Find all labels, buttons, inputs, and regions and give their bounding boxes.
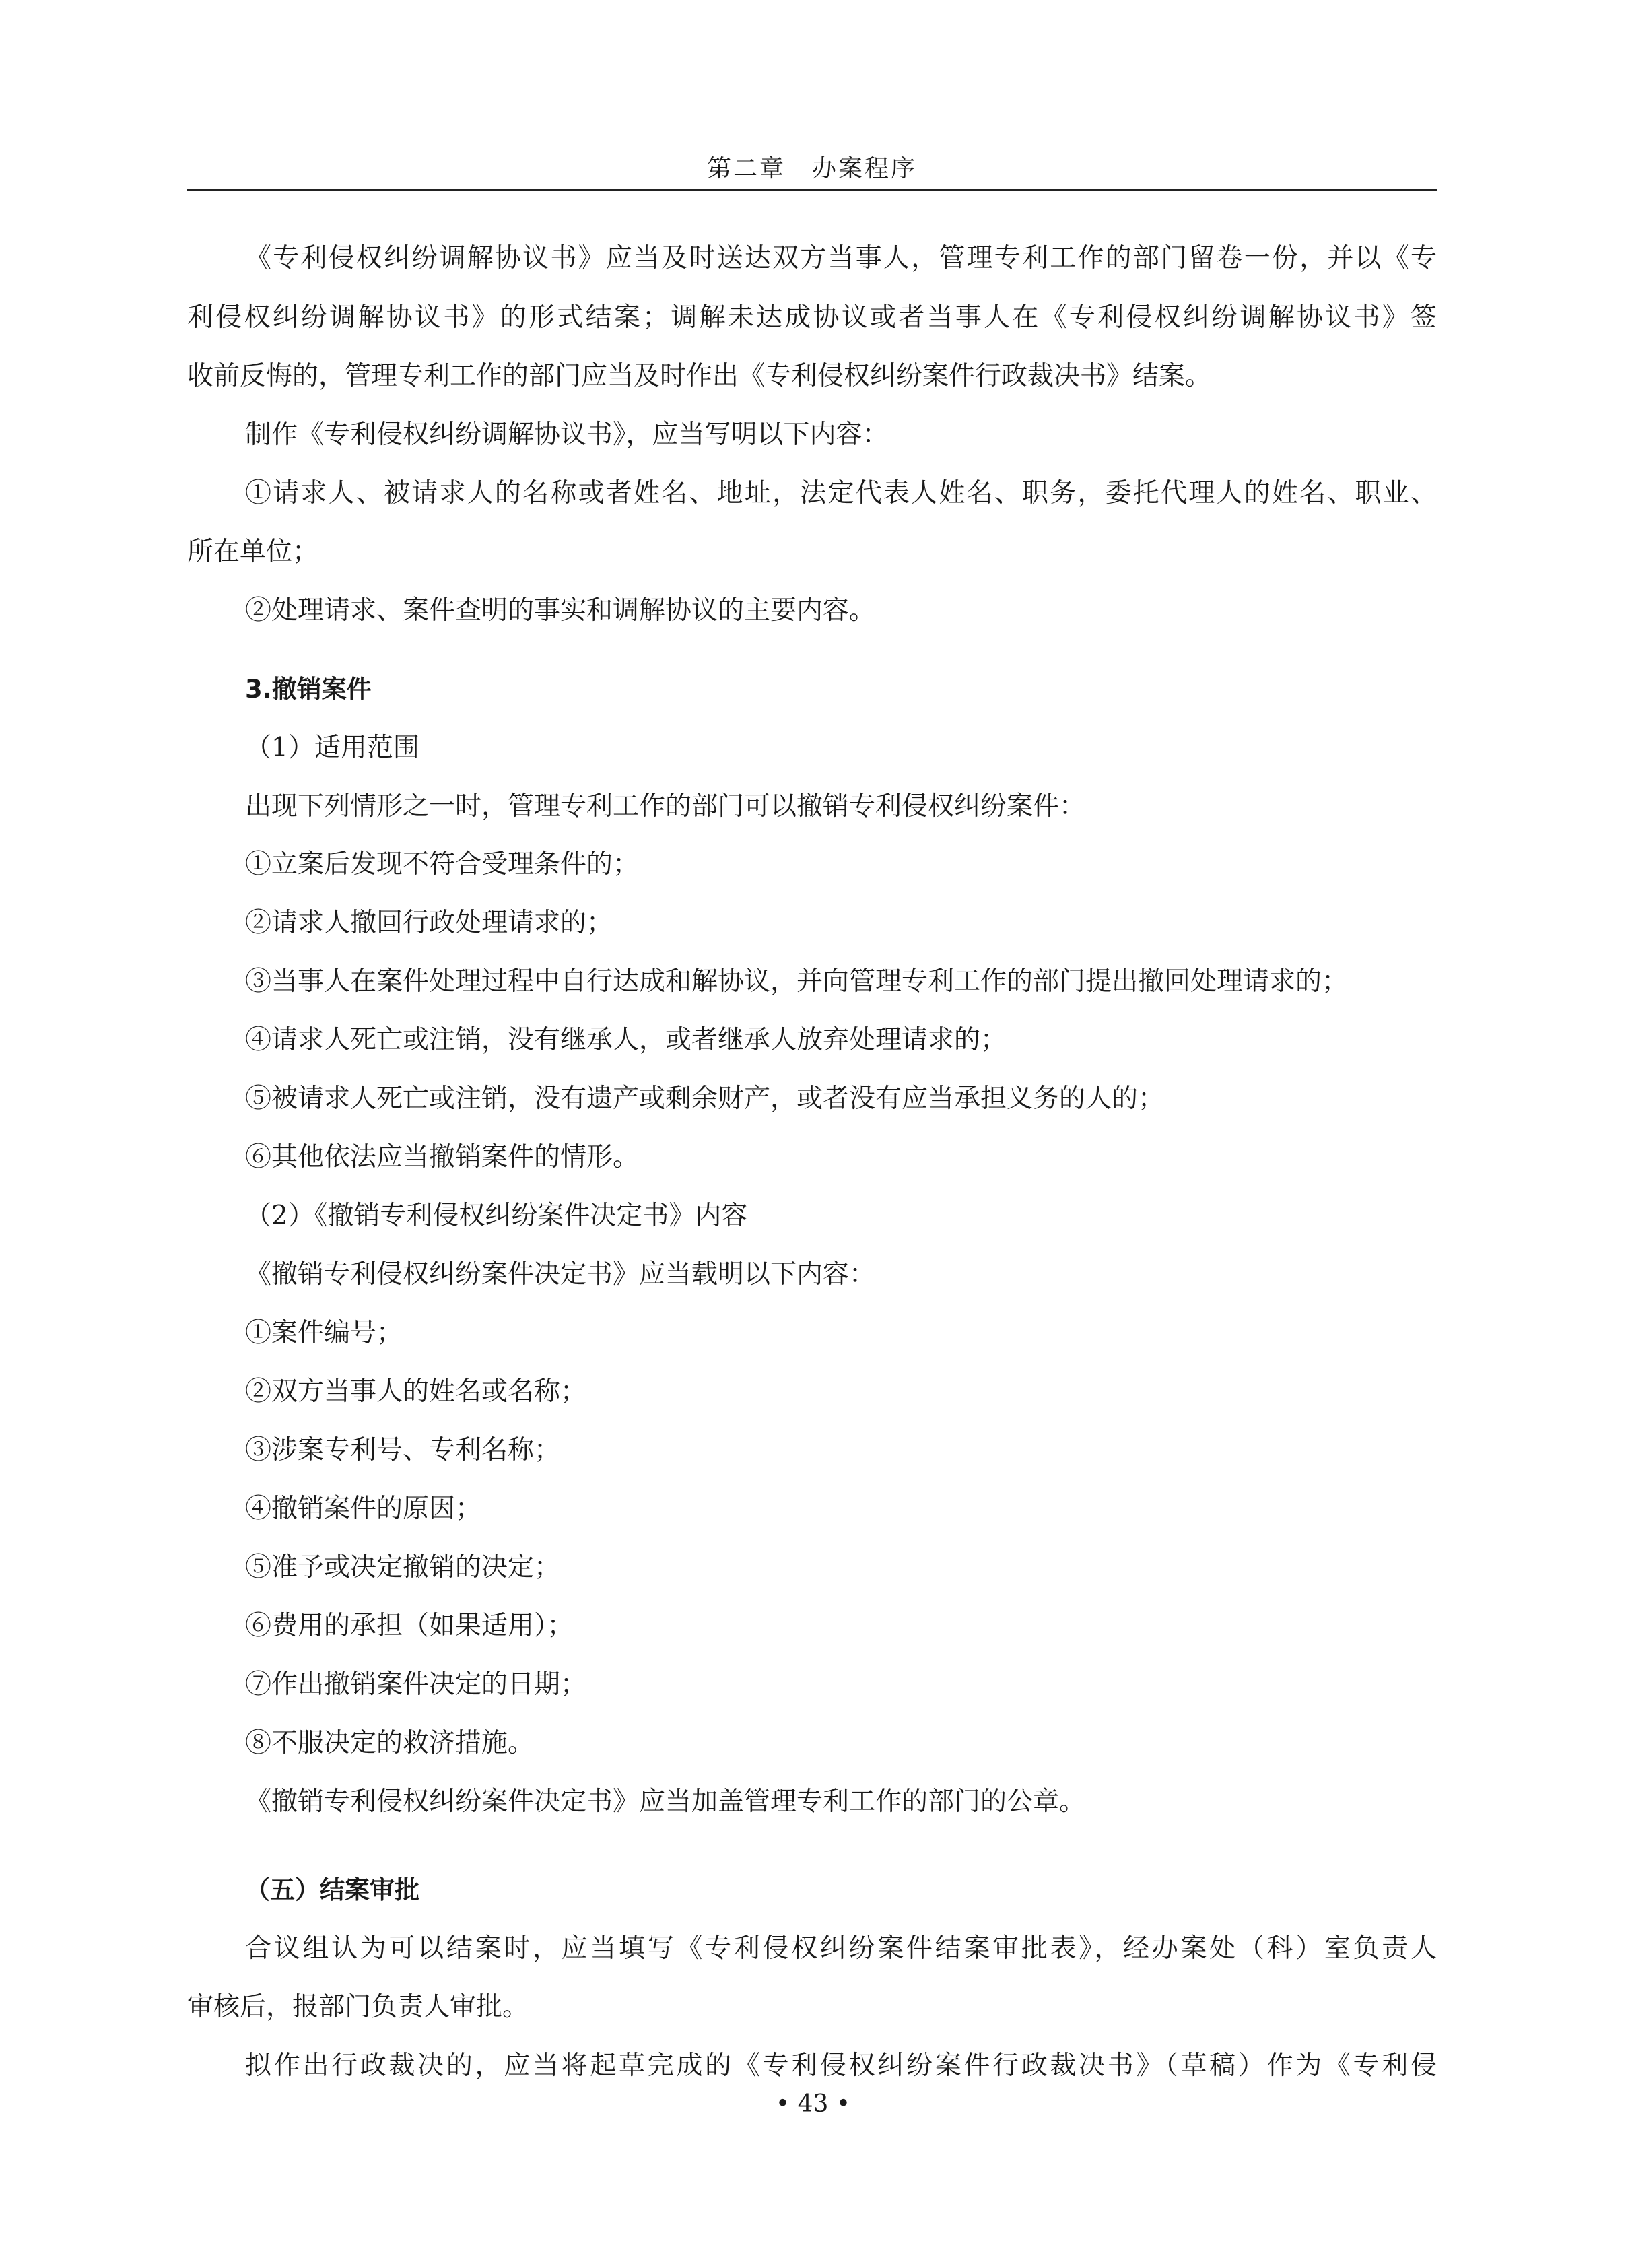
paragraph-line: 制作《专利侵权纠纷调解协议书》，应当写明以下内容： <box>245 420 889 450</box>
running-header: 第二章 办案程序 <box>706 155 917 182</box>
paragraph-line: 《撤销专利侵权纠纷案件决定书》应当载明以下内容： <box>245 1259 876 1290</box>
paragraph-line: 所在单位； <box>187 537 319 567</box>
list-item: ②双方当事人的姓名或名称； <box>245 1376 587 1407</box>
section-heading: （五）结案审批 <box>245 1875 419 1904</box>
list-item: ④撤销案件的原因； <box>245 1494 482 1524</box>
paragraph-line: 审核后，报部门负责人审批。 <box>187 1992 529 2022</box>
list-item: ⑦作出撤销案件决定的日期； <box>245 1669 587 1700</box>
list-item: ②请求人撤回行政处理请求的； <box>245 908 613 938</box>
paragraph-line: 收前反悔的，管理专利工作的部门应当及时作出《专利侵权纠纷案件行政裁决书》结案。 <box>187 361 1212 391</box>
list-item: ③涉案专利号、专利名称； <box>245 1435 561 1465</box>
paragraph-line: 拟作出行政裁决的，应当将起草完成的《专利侵权纠纷案件行政裁决书》（草稿）作为《专利侵 <box>245 2050 1437 2081</box>
paragraph-line: 出现下列情形之一时，管理专利工作的部门可以撤销专利侵权纠纷案件： <box>245 791 1086 822</box>
subsection-heading: （2）《撤销专利侵权纠纷案件决定书》内容 <box>245 1201 748 1231</box>
list-item: ①案件编号； <box>245 1318 403 1348</box>
header-rule <box>187 189 1437 191</box>
list-item: ⑤准予或决定撤销的决定； <box>245 1552 561 1582</box>
list-item: ③当事人在案件处理过程中自行达成和解协议，并向管理专利工作的部门提出撤回处理请求的； <box>245 966 1349 997</box>
paragraph-line: ②处理请求、案件查明的事实和调解协议的主要内容。 <box>245 595 876 626</box>
list-item: ⑥费用的承担（如果适用）； <box>245 1611 574 1641</box>
list-item: ⑤被请求人死亡或注销，没有遗产或剩余财产，或者没有应当承担义务的人的； <box>245 1083 1165 1114</box>
paragraph-line: 《专利侵权纠纷调解协议书》应当及时送达双方当事人，管理专利工作的部门留卷一份，并以《专 <box>245 243 1437 273</box>
subsection-heading: （1）适用范围 <box>245 733 419 763</box>
paragraph-line: 合议组认为可以结案时，应当填写《专利侵权纠纷案件结案审批表》，经办案处（科）室负责人 <box>245 1933 1437 1964</box>
list-item: ④请求人死亡或注销，没有继承人，或者继承人放弃处理请求的； <box>245 1025 1007 1055</box>
list-item: ⑧不服决定的救济措施。 <box>245 1728 535 1758</box>
paragraph-line: 《撤销专利侵权纠纷案件决定书》应当加盖管理专利工作的部门的公章。 <box>245 1787 1086 1817</box>
paragraph-line: 利侵权纠纷调解协议书》的形式结案；调解未达成协议或者当事人在《专利侵权纠纷调解协议书》签 <box>187 302 1437 333</box>
list-item: ⑥其他依法应当撤销案件的情形。 <box>245 1142 640 1172</box>
paragraph-line: ①请求人、被请求人的名称或者姓名、地址，法定代表人姓名、职务，委托代理人的姓名、职业、 <box>245 478 1437 508</box>
section-heading: 3.撤销案件 <box>245 675 372 704</box>
page-number: • 43 • <box>775 2090 851 2118</box>
list-item: ①立案后发现不符合受理条件的； <box>245 849 640 879</box>
